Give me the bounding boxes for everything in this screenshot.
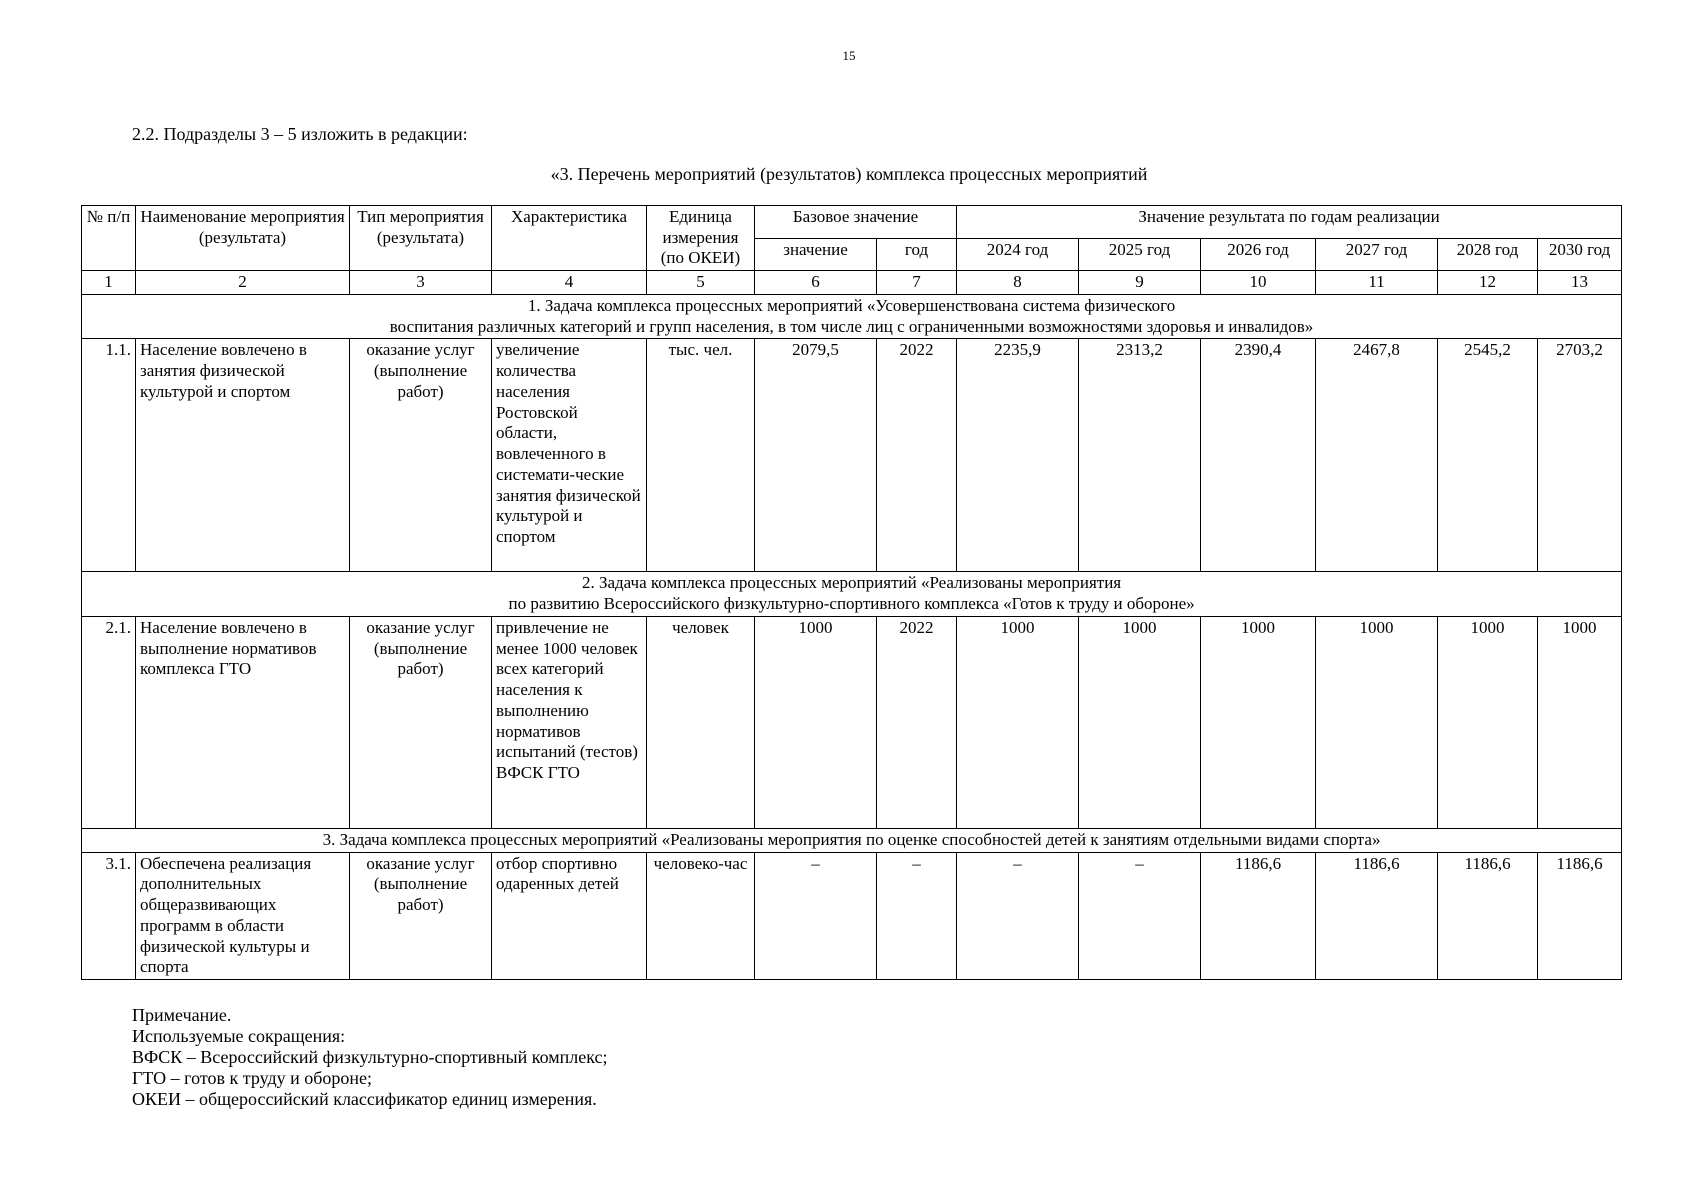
header-year: 2027 год: [1316, 238, 1438, 271]
task-header-row: [82, 572, 1622, 616]
intro-text: 2.2. Подразделы 3 – 5 изложить в редакции:: [132, 124, 468, 144]
row-type: оказание услуг (выполнение работ): [350, 616, 492, 828]
row-year-value: 1000: [1201, 616, 1316, 828]
column-number: 6: [755, 271, 877, 295]
column-number: 10: [1201, 271, 1316, 295]
row-characteristic: привлечение не менее 1000 человек всех категорий населения к выполнению нормативов испытаний (тестов) ВФСК ГТО: [492, 616, 647, 828]
row-num: 1.1.: [82, 339, 136, 572]
page-number: 15: [842, 48, 856, 63]
column-number: 7: [877, 271, 957, 295]
section-title: «3. Перечень мероприятий (результатов) комплекса процессных мероприятий: [550, 164, 1148, 184]
column-number: 11: [1316, 271, 1438, 295]
row-unit: тыс. чел.: [647, 339, 755, 572]
row-year-value: 1000: [957, 616, 1079, 828]
task-header-row: [82, 828, 1622, 852]
notes-item: ВФСК – Всероссийский физкультурно-спортивный комплекс;: [132, 1047, 608, 1067]
column-number: 2: [136, 271, 350, 295]
row-characteristic: увеличение количества населения Ростовской области, вовлеченного в системати-ческие занятия физической культурой и спортом: [492, 339, 647, 572]
task-header-row: [82, 294, 1622, 338]
row-base-value: 1000: [755, 616, 877, 828]
row-year-value: 2390,4: [1201, 339, 1316, 572]
header-num: № п/п: [82, 206, 136, 271]
header-type: Тип мероприятия (результата): [350, 206, 492, 271]
row-year-value: 2703,2: [1538, 339, 1622, 572]
task-title: [82, 294, 1622, 338]
column-number: 4: [492, 271, 647, 295]
notes-subtitle: Используемые сокращения:: [132, 1026, 346, 1046]
notes-item: ГТО – готов к труду и обороне;: [132, 1068, 373, 1088]
row-year-value: 1186,6: [1438, 852, 1538, 979]
column-number: 3: [350, 271, 492, 295]
column-number: 9: [1079, 271, 1201, 295]
header-year: 2026 год: [1201, 238, 1316, 271]
row-unit: человеко-час: [647, 852, 755, 979]
row-year-value: 1000: [1438, 616, 1538, 828]
row-unit: человек: [647, 616, 755, 828]
row-year-value: 2235,9: [957, 339, 1079, 572]
row-base-year: 2022: [877, 339, 957, 572]
table-row: [82, 852, 1622, 979]
row-year-value: 1186,6: [1201, 852, 1316, 979]
column-number: 13: [1538, 271, 1622, 295]
notes-block: [132, 1005, 608, 1110]
table-row: [82, 339, 1622, 572]
column-number: 12: [1438, 271, 1538, 295]
row-year-value: 1186,6: [1316, 852, 1438, 979]
row-num: 2.1.: [82, 616, 136, 828]
task-title-line: 1. Задача комплекса процессных мероприятий «Усовершенствована система физического: [527, 295, 1176, 315]
header-base: Базовое значение: [755, 206, 957, 239]
table-row: [82, 616, 1622, 828]
column-numbers-row: [82, 271, 1622, 295]
notes-item: ОКЕИ – общероссийский классификатор единиц измерения.: [132, 1089, 597, 1109]
header-base-value: значение: [755, 238, 877, 271]
notes-title: Примечание.: [132, 1005, 232, 1025]
task-title: [82, 572, 1622, 616]
task-title-line: 3. Задача комплекса процессных мероприятий «Реализованы мероприятия по оценке способностей детей к занятиям отдельными видами спорта»: [322, 829, 1381, 849]
activities-table: [81, 205, 1622, 980]
row-year-value: 1000: [1538, 616, 1622, 828]
column-number: 5: [647, 271, 755, 295]
header-year: 2024 год: [957, 238, 1079, 271]
row-year-value: –: [1079, 852, 1201, 979]
row-base-value: 2079,5: [755, 339, 877, 572]
header-name: Наименование мероприятия (результата): [136, 206, 350, 271]
header-results: Значение результата по годам реализации: [957, 206, 1622, 239]
task-title-line: 2. Задача комплекса процессных мероприятий «Реализованы мероприятия: [581, 573, 1122, 593]
row-year-value: 1000: [1316, 616, 1438, 828]
row-base-year: –: [877, 852, 957, 979]
row-year-value: 1000: [1079, 616, 1201, 828]
row-name: Население вовлечено в выполнение нормативов комплекса ГТО: [136, 616, 350, 828]
task-title-line: воспитания различных категорий и групп населения, в том числе лиц с ограниченными возможностями здоровья и инвалидов»: [389, 316, 1314, 336]
row-year-value: –: [957, 852, 1079, 979]
header-characteristic: Характеристика: [492, 206, 647, 271]
column-number: 1: [82, 271, 136, 295]
header-year: 2025 год: [1079, 238, 1201, 271]
task-title-line: по развитию Всероссийского физкультурно-спортивного комплекса «Готов к труду и обороне»: [508, 594, 1195, 614]
row-year-value: 2467,8: [1316, 339, 1438, 572]
header-base-year: год: [877, 238, 957, 271]
column-number: 8: [957, 271, 1079, 295]
header-year: 2030 год: [1538, 238, 1622, 271]
task-title: [82, 828, 1622, 852]
row-num: 3.1.: [82, 852, 136, 979]
row-base-value: –: [755, 852, 877, 979]
row-year-value: 2545,2: [1438, 339, 1538, 572]
header-unit: Единица измерения (по ОКЕИ): [647, 206, 755, 271]
row-year-value: 1186,6: [1538, 852, 1622, 979]
row-name: Обеспечена реализация дополнительных общеразвивающих программ в области физической культуры и спорта: [136, 852, 350, 979]
row-base-year: 2022: [877, 616, 957, 828]
header-year: 2028 год: [1438, 238, 1538, 271]
row-year-value: 2313,2: [1079, 339, 1201, 572]
row-characteristic: отбор спортивно одаренных детей: [492, 852, 647, 979]
row-type: оказание услуг (выполнение работ): [350, 852, 492, 979]
row-type: оказание услуг (выполнение работ): [350, 339, 492, 572]
row-name: Население вовлечено в занятия физической культурой и спортом: [136, 339, 350, 572]
